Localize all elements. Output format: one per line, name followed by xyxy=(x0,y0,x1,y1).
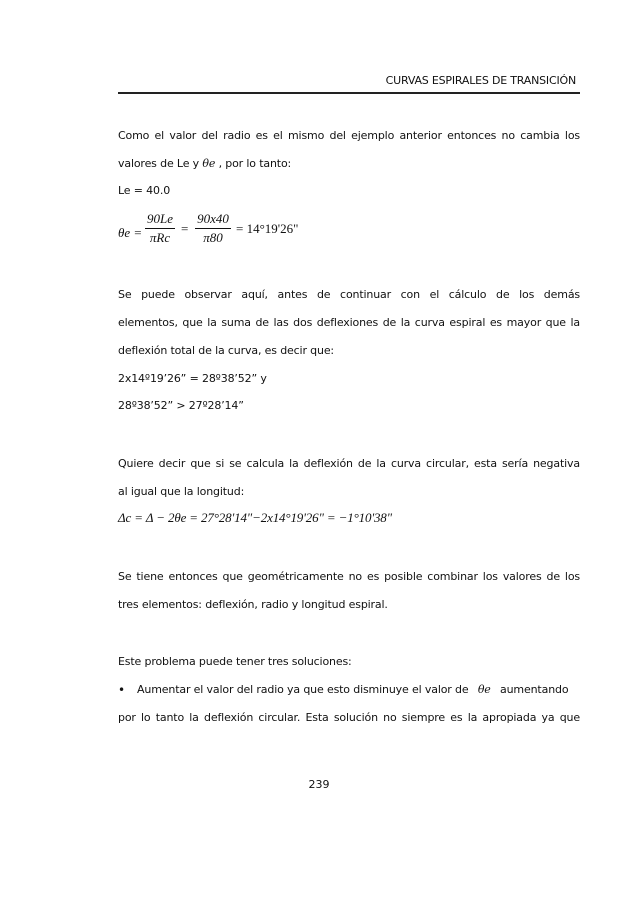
fraction-denominator: πRc xyxy=(149,230,171,245)
fraction-numerator: 90x40 xyxy=(197,211,229,226)
equals-sign: = xyxy=(181,221,189,236)
equation-result: = 14°19'26" xyxy=(236,221,299,236)
running-header xyxy=(118,72,580,94)
paragraph-line: Quiere decir que si se calcula la deflexión de la curva circular, esta sería negativa xyxy=(118,457,580,470)
header-title: CURVAS ESPIRALES DE TRANSICIÓN xyxy=(385,74,576,87)
paragraph-line: Este problema puede tener tres soluciones: xyxy=(118,655,352,668)
fraction-denominator: π80 xyxy=(203,230,223,245)
le-value: Le = 40.0 xyxy=(118,184,171,197)
text-run: , por lo tanto: xyxy=(215,157,292,170)
paragraph-line: Como el valor del radio es el mismo del ejemplo anterior entonces no cambia los xyxy=(118,129,580,142)
text-run: aumentando xyxy=(496,683,569,696)
fraction-bar xyxy=(145,228,175,229)
paragraph-line: Se puede observar aquí, antes de continuar con el cálculo de los demás xyxy=(118,288,580,301)
fraction-numerator: 90Le xyxy=(147,211,173,226)
bullet-icon: • xyxy=(118,683,126,697)
theta-e-symbol: θe xyxy=(477,683,491,696)
paragraph-line: al igual que la longitud: xyxy=(118,485,245,498)
paragraph-line: elementos, que la suma de las dos deflexiones de la curva espiral es mayor que la xyxy=(118,316,580,329)
paragraph-line: tres elementos: deflexión, radio y longitud espiral. xyxy=(118,598,388,611)
theta-e-symbol: θe xyxy=(202,157,216,170)
paragraph-line xyxy=(118,157,580,170)
paragraph-line: 2x14º19’26” = 28º38’52” y xyxy=(118,372,267,385)
page-number: 239 xyxy=(308,778,330,791)
equation-lhs: θe = xyxy=(118,225,143,240)
paragraph-line: por lo tanto la deflexión circular. Esta solución no siempre es la apropiada ya que xyxy=(118,711,580,724)
text-run: Aumentar el valor del radio ya que esto disminuye el valor de xyxy=(137,683,472,696)
bullet-line xyxy=(137,683,580,696)
text-run: valores de Le y xyxy=(118,157,203,170)
paragraph-line: deflexión total de la curva, es decir que: xyxy=(118,344,334,357)
fraction-bar xyxy=(195,228,231,229)
paragraph-line: Se tiene entonces que geométricamente no es posible combinar los valores de los xyxy=(118,570,580,583)
paragraph-line: 28º38’52” > 27º28’14” xyxy=(118,399,244,412)
equation-delta-c: Δc = Δ − 2θe = 27°28'14"−2x14°19'26" = −1°10'38" xyxy=(118,510,392,525)
